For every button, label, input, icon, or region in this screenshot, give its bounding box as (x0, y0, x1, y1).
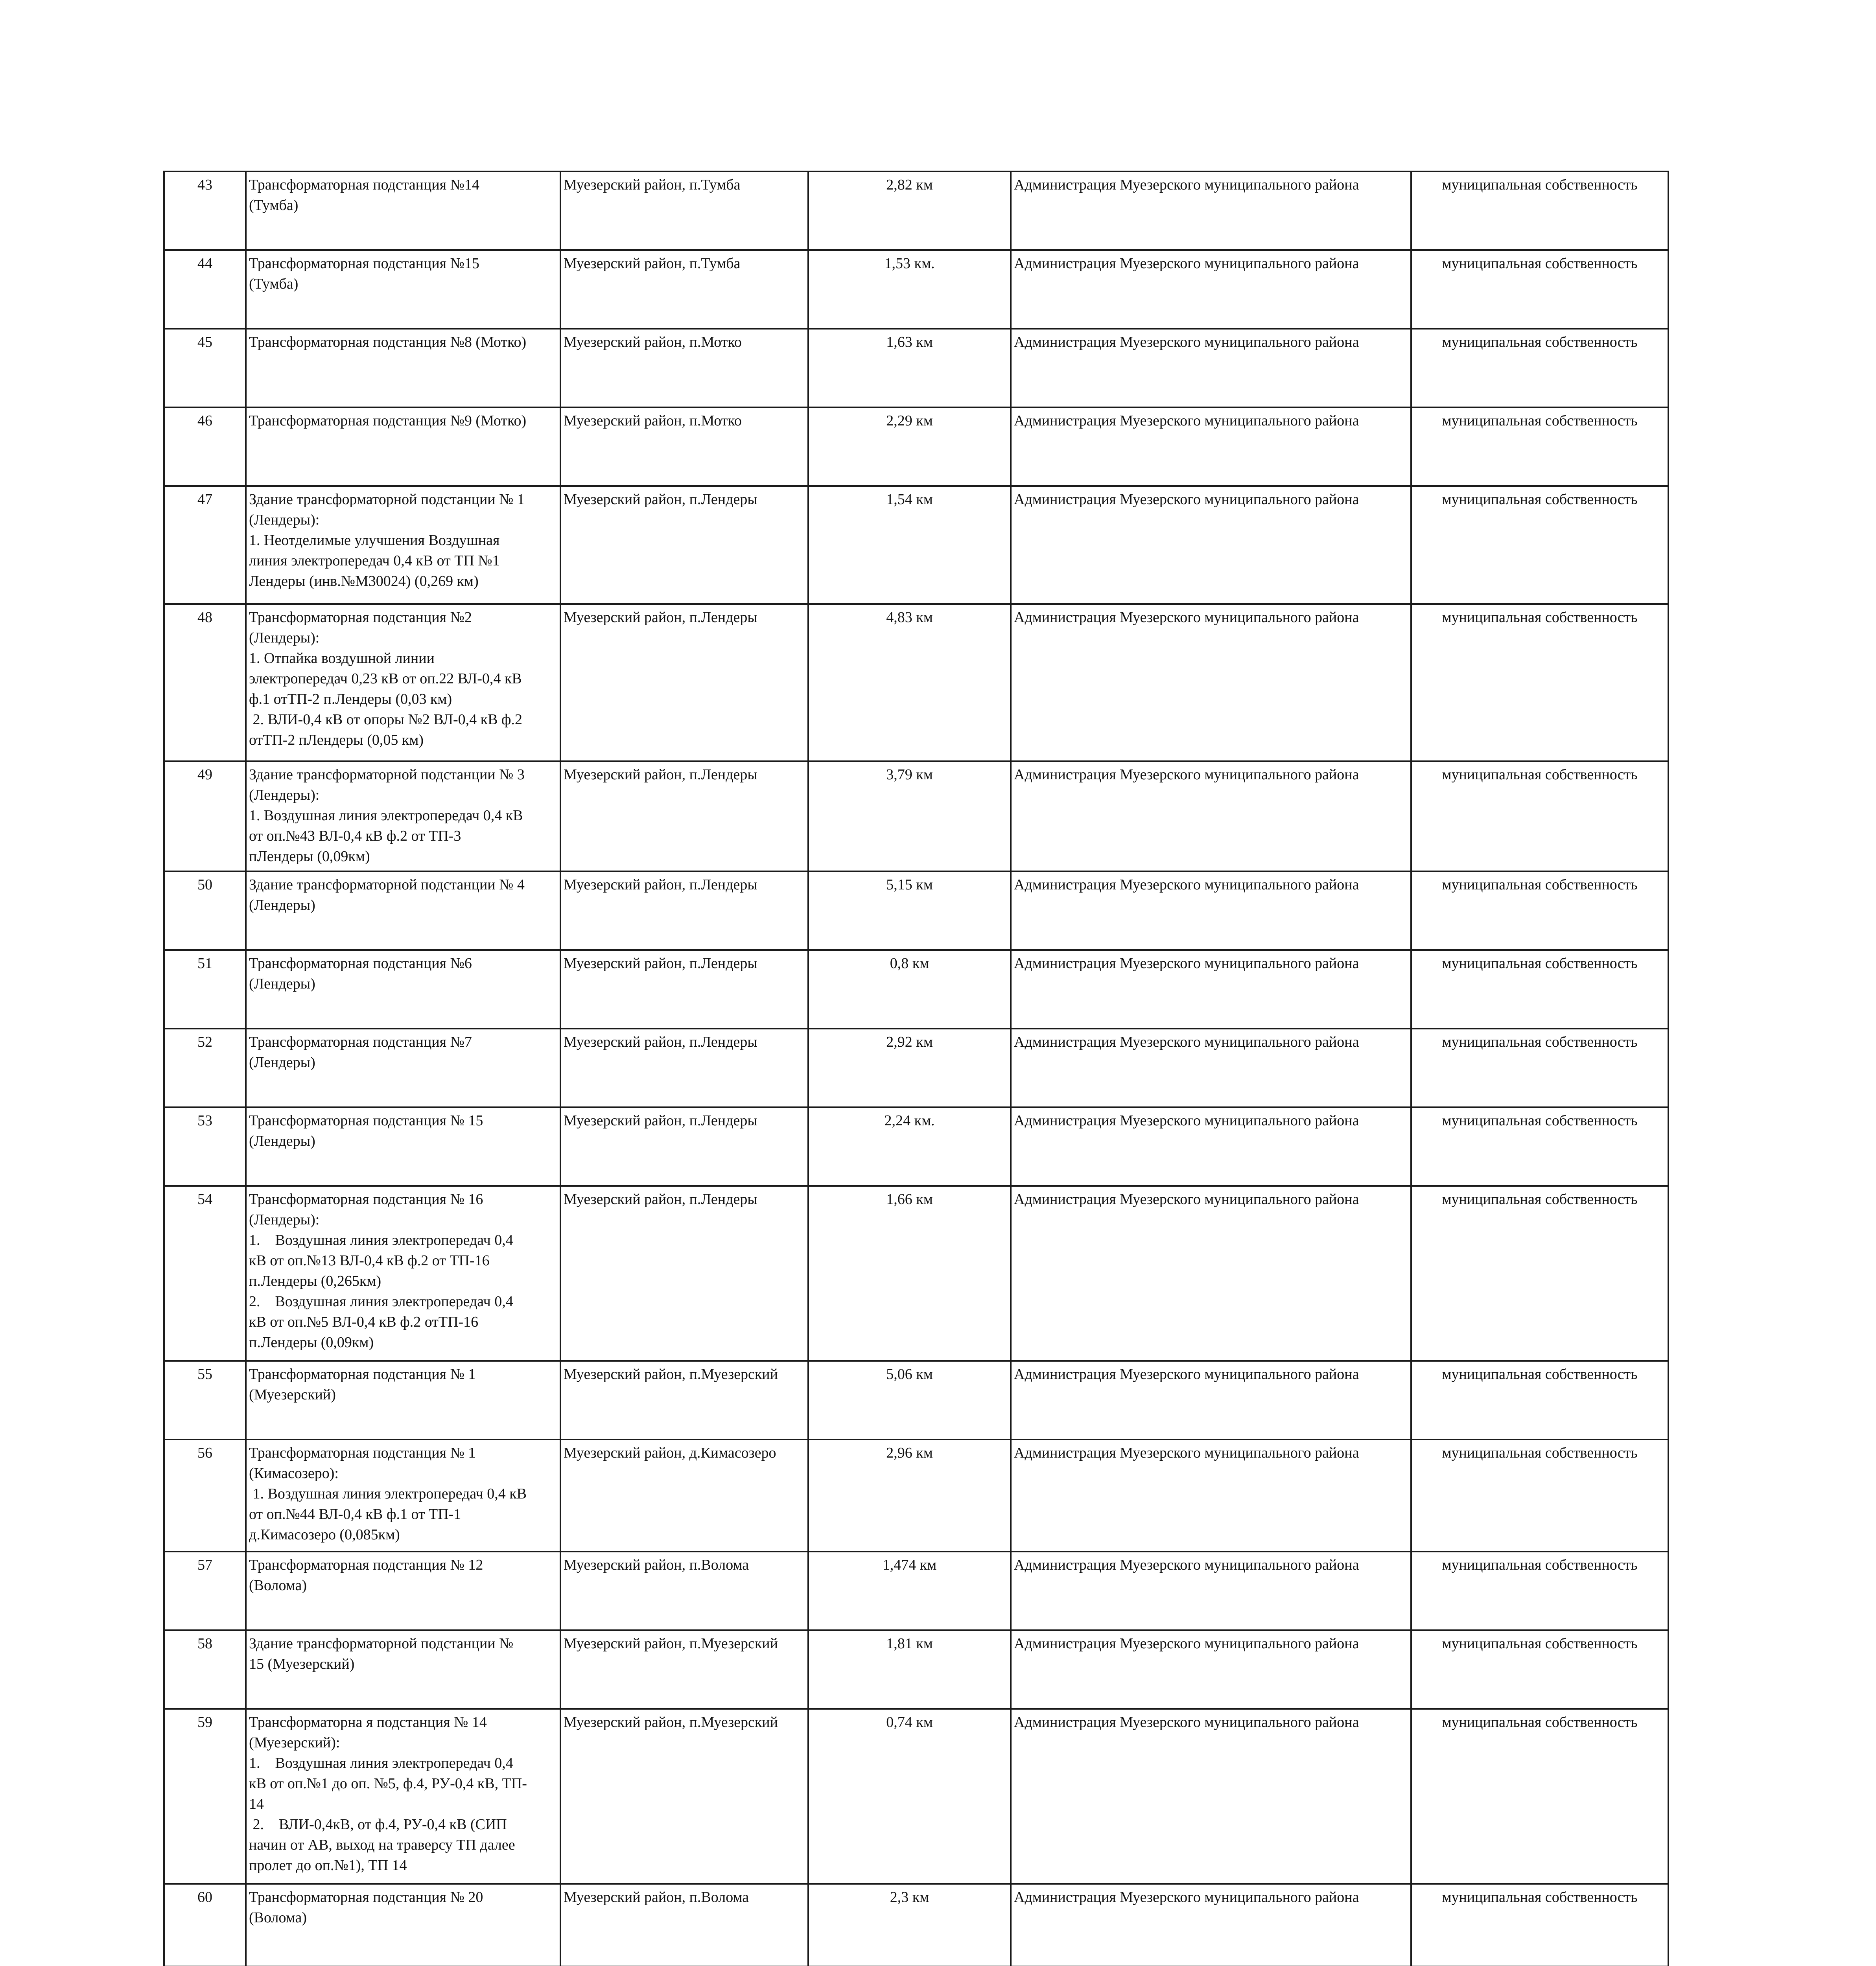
object-name-line: Трансформаторная подстанция № 20 (249, 1889, 483, 1905)
location-cell (560, 950, 808, 1029)
holder-cell (1011, 604, 1411, 761)
object-name-line: (Волома) (249, 1577, 307, 1594)
table-row (164, 250, 1668, 329)
holder-line: Администрация Муезерского муниципального района (1014, 766, 1359, 783)
length-value: 2,96 км (886, 1445, 933, 1461)
object-name-line: отТП-2 пЛендеры (0,05 км) (249, 732, 424, 748)
ownership-value: муниципальная собственность (1442, 876, 1638, 893)
holder-cell (1011, 1709, 1411, 1884)
location-cell (560, 1186, 808, 1361)
object-name-line: Трансформаторная подстанция №7 (249, 1034, 472, 1050)
holder-line: Администрация Муезерского муниципального района (1014, 1191, 1359, 1208)
row-number: 48 (197, 609, 212, 626)
length-cell (808, 1709, 1011, 1884)
table-row (164, 1186, 1668, 1361)
length-value: 1,81 км (886, 1635, 933, 1652)
length-value: 3,79 км (886, 766, 933, 783)
object-name-line: Трансформаторная подстанция № 12 (249, 1557, 483, 1573)
length-value: 2,3 км (890, 1889, 929, 1905)
object-name-cell (246, 761, 560, 871)
length-cell (808, 761, 1011, 871)
location-cell (560, 1107, 808, 1186)
object-name-line: Трансформаторна я подстанция № 14 (249, 1714, 487, 1730)
object-name-line: (Лендеры): (249, 1211, 320, 1228)
ownership-value: муниципальная собственность (1442, 1034, 1638, 1050)
row-number: 53 (197, 1112, 212, 1129)
location-line: Муезерский район, п.Лендеры (564, 609, 757, 626)
object-name-line: Здание трансформаторной подстанции № (249, 1635, 514, 1652)
length-value: 1,63 км (886, 334, 933, 350)
object-name-line: 1. Отпайка воздушной линии (249, 650, 435, 666)
object-name-line: кВ от оп.№5 ВЛ-0,4 кВ ф.2 отТП-16 (249, 1314, 479, 1330)
table-row (164, 1884, 1668, 1966)
object-name-cell (246, 1552, 560, 1630)
row-number: 58 (197, 1635, 212, 1652)
holder-line: Администрация Муезерского муниципального района (1014, 1635, 1359, 1652)
object-name-cell (246, 1884, 560, 1966)
holder-line: Администрация Муезерского муниципального района (1014, 1366, 1359, 1382)
holder-line: Администрация Муезерского муниципального района (1014, 412, 1359, 429)
location-cell (560, 250, 808, 329)
object-name-line: Трансформаторная подстанция №14 (249, 177, 479, 193)
holder-line: Администрация Муезерского муниципального района (1014, 1034, 1359, 1050)
holder-line: Администрация Муезерского муниципального района (1014, 1714, 1359, 1730)
object-name-cell (246, 604, 560, 761)
object-name-line: начин от АВ, выход на траверсу ТП далее (249, 1837, 515, 1853)
object-name-line: от оп.№44 ВЛ-0,4 кВ ф.1 от ТП-1 (249, 1506, 461, 1522)
object-name-line: п.Лендеры (0,09км) (249, 1334, 374, 1351)
object-name-line: 2. Воздушная линия электропередач 0,4 (249, 1293, 513, 1310)
object-name-line: 2. ВЛИ-0,4 кВ от опоры №2 ВЛ-0,4 кВ ф.2 (249, 711, 523, 728)
holder-cell (1011, 250, 1411, 329)
row-number-cell (164, 761, 246, 871)
holder-cell (1011, 171, 1411, 250)
ownership-cell (1411, 950, 1668, 1029)
length-cell (808, 1186, 1011, 1361)
table-row (164, 1029, 1668, 1107)
ownership-value: муниципальная собственность (1442, 1366, 1638, 1382)
property-register-table (163, 171, 1669, 1966)
location-line: Муезерский район, п.Тумба (564, 177, 741, 193)
row-number-cell (164, 950, 246, 1029)
location-line: Муезерский район, п.Лендеры (564, 1191, 757, 1208)
holder-line: Администрация Муезерского муниципального района (1014, 491, 1359, 508)
ownership-cell (1411, 407, 1668, 486)
ownership-value: муниципальная собственность (1442, 334, 1638, 350)
location-line: Муезерский район, п.Лендеры (564, 1112, 757, 1129)
row-number: 56 (197, 1445, 212, 1461)
object-name-cell (246, 1361, 560, 1440)
object-name-cell (246, 329, 560, 407)
holder-cell (1011, 486, 1411, 604)
ownership-cell (1411, 1029, 1668, 1107)
length-cell (808, 1107, 1011, 1186)
location-cell (560, 1709, 808, 1884)
table-row (164, 486, 1668, 604)
length-value: 2,92 км (886, 1034, 933, 1050)
row-number: 49 (197, 766, 212, 783)
row-number-cell (164, 1029, 246, 1107)
object-name-cell (246, 1107, 560, 1186)
row-number: 44 (197, 255, 212, 272)
row-number: 57 (197, 1557, 212, 1573)
holder-cell (1011, 871, 1411, 950)
ownership-cell (1411, 1709, 1668, 1884)
ownership-value: муниципальная собственность (1442, 955, 1638, 972)
object-name-line: Трансформаторная подстанция №9 (Мотко) (249, 412, 527, 429)
table-row (164, 1630, 1668, 1709)
object-name-line: (Лендеры): (249, 512, 320, 528)
ownership-cell (1411, 1361, 1668, 1440)
ownership-cell (1411, 871, 1668, 950)
holder-line: Администрация Муезерского муниципального района (1014, 1557, 1359, 1573)
object-name-line: (Тумба) (249, 197, 299, 214)
holder-cell (1011, 1552, 1411, 1630)
ownership-cell (1411, 1440, 1668, 1552)
length-value: 5,15 км (886, 876, 933, 893)
holder-line: Администрация Муезерского муниципального района (1014, 177, 1359, 193)
length-cell (808, 950, 1011, 1029)
object-name-cell (246, 250, 560, 329)
row-number: 46 (197, 412, 212, 429)
ownership-cell (1411, 171, 1668, 250)
location-line: Муезерский район, п.Мотко (564, 412, 742, 429)
holder-line: Администрация Муезерского муниципального района (1014, 955, 1359, 972)
ownership-cell (1411, 1107, 1668, 1186)
row-number: 59 (197, 1714, 212, 1730)
object-name-line: Трансформаторная подстанция №15 (249, 255, 479, 272)
row-number: 52 (197, 1034, 212, 1050)
holder-cell (1011, 1361, 1411, 1440)
location-cell (560, 329, 808, 407)
row-number-cell (164, 871, 246, 950)
length-cell (808, 250, 1011, 329)
holder-cell (1011, 1186, 1411, 1361)
ownership-value: муниципальная собственность (1442, 1557, 1638, 1573)
holder-cell (1011, 1630, 1411, 1709)
location-cell (560, 871, 808, 950)
length-value: 1,474 км (882, 1557, 937, 1573)
ownership-cell (1411, 604, 1668, 761)
object-name-line: Трансформаторная подстанция № 16 (249, 1191, 483, 1208)
row-number: 43 (197, 177, 212, 193)
object-name-cell (246, 1709, 560, 1884)
ownership-cell (1411, 1884, 1668, 1966)
object-name-cell (246, 1186, 560, 1361)
object-name-line: кВ от оп.№13 ВЛ-0,4 кВ ф.2 от ТП-16 (249, 1252, 490, 1269)
object-name-line: 1. Воздушная линия электропередач 0,4 (249, 1755, 513, 1771)
location-cell (560, 1630, 808, 1709)
ownership-value: муниципальная собственность (1442, 609, 1638, 626)
object-name-cell (246, 950, 560, 1029)
object-name-cell (246, 1630, 560, 1709)
table-row (164, 329, 1668, 407)
object-name-cell (246, 486, 560, 604)
location-line: Муезерский район, п.Волома (564, 1889, 749, 1905)
row-number: 55 (197, 1366, 212, 1382)
object-name-cell (246, 1440, 560, 1552)
row-number-cell (164, 329, 246, 407)
location-line: Муезерский район, д.Кимасозеро (564, 1445, 776, 1461)
length-value: 0,8 км (890, 955, 929, 972)
location-cell (560, 407, 808, 486)
location-cell (560, 1552, 808, 1630)
object-name-line: Трансформаторная подстанция №2 (249, 609, 472, 626)
object-name-line: от оп.№43 ВЛ-0,4 кВ ф.2 от ТП-3 (249, 828, 461, 844)
holder-cell (1011, 1029, 1411, 1107)
ownership-cell (1411, 329, 1668, 407)
object-name-line: (Лендеры): (249, 630, 320, 646)
object-name-line: 1. Воздушная линия электропередач 0,4 кВ (249, 807, 523, 824)
object-name-line: Лендеры (инв.№М30024) (0,269 км) (249, 573, 479, 589)
length-value: 2,24 км. (884, 1112, 935, 1129)
object-name-line: (Тумба) (249, 276, 299, 292)
table-row (164, 407, 1668, 486)
location-cell (560, 604, 808, 761)
row-number: 51 (197, 955, 212, 972)
ownership-cell (1411, 1186, 1668, 1361)
ownership-cell (1411, 761, 1668, 871)
holder-line: Администрация Муезерского муниципального района (1014, 255, 1359, 272)
location-cell (560, 1361, 808, 1440)
location-line: Муезерский район, п.Лендеры (564, 876, 757, 893)
row-number: 50 (197, 876, 212, 893)
row-number-cell (164, 1440, 246, 1552)
row-number-cell (164, 250, 246, 329)
length-cell (808, 1884, 1011, 1966)
row-number-cell (164, 407, 246, 486)
location-line: Муезерский район, п.Тумба (564, 255, 741, 272)
holder-cell (1011, 407, 1411, 486)
location-cell (560, 171, 808, 250)
object-name-line: п.Лендеры (0,265км) (249, 1273, 381, 1289)
holder-line: Администрация Муезерского муниципального района (1014, 334, 1359, 350)
length-value: 1,54 км (886, 491, 933, 508)
object-name-line: (Муезерский) (249, 1386, 336, 1403)
ownership-cell (1411, 486, 1668, 604)
length-value: 2,29 км (886, 412, 933, 429)
length-cell (808, 171, 1011, 250)
ownership-value: муниципальная собственность (1442, 491, 1638, 508)
table-row (164, 1107, 1668, 1186)
table-body (164, 171, 1668, 1966)
ownership-value: муниципальная собственность (1442, 766, 1638, 783)
object-name-line: Здание трансформаторной подстанции № 3 (249, 766, 525, 783)
holder-cell (1011, 950, 1411, 1029)
location-line: Муезерский район, п.Лендеры (564, 1034, 757, 1050)
length-cell (808, 1630, 1011, 1709)
object-name-line: пролет до оп.№1), ТП 14 (249, 1857, 407, 1874)
length-cell (808, 1440, 1011, 1552)
ownership-value: муниципальная собственность (1442, 412, 1638, 429)
length-cell (808, 1029, 1011, 1107)
row-number-cell (164, 486, 246, 604)
row-number: 47 (197, 491, 212, 508)
object-name-line: Трансформаторная подстанция №8 (Мотко) (249, 334, 527, 350)
length-cell (808, 1361, 1011, 1440)
length-value: 5,06 км (886, 1366, 933, 1382)
row-number-cell (164, 171, 246, 250)
ownership-value: муниципальная собственность (1442, 177, 1638, 193)
length-cell (808, 1552, 1011, 1630)
holder-line: Администрация Муезерского муниципального района (1014, 876, 1359, 893)
table-row (164, 871, 1668, 950)
length-cell (808, 486, 1011, 604)
row-number-cell (164, 1630, 246, 1709)
object-name-line: (Лендеры) (249, 1133, 315, 1149)
object-name-line: (Лендеры) (249, 976, 315, 992)
location-cell (560, 761, 808, 871)
object-name-line: 1. Воздушная линия электропередач 0,4 кВ (249, 1486, 527, 1502)
row-number-cell (164, 1552, 246, 1630)
ownership-value: муниципальная собственность (1442, 1445, 1638, 1461)
row-number: 60 (197, 1889, 212, 1905)
object-name-line: кВ от оп.№1 до оп. №5, ф.4, РУ-0,4 кВ, ТП- (249, 1775, 527, 1792)
object-name-cell (246, 407, 560, 486)
row-number-cell (164, 604, 246, 761)
object-name-cell (246, 171, 560, 250)
holder-cell (1011, 1884, 1411, 1966)
object-name-line: (Волома) (249, 1909, 307, 1926)
length-value: 0,74 км (886, 1714, 933, 1730)
ownership-value: муниципальная собственность (1442, 1714, 1638, 1730)
row-number-cell (164, 1884, 246, 1966)
location-cell (560, 1440, 808, 1552)
object-name-line: (Муезерский): (249, 1734, 340, 1751)
table-row (164, 1440, 1668, 1552)
ownership-cell (1411, 1552, 1668, 1630)
location-cell (560, 486, 808, 604)
holder-cell (1011, 329, 1411, 407)
ownership-value: муниципальная собственность (1442, 1191, 1638, 1208)
object-name-line: 1. Воздушная линия электропередач 0,4 (249, 1232, 513, 1248)
object-name-line: 15 (Муезерский) (249, 1656, 355, 1672)
table-row (164, 761, 1668, 871)
object-name-line: ф.1 отТП-2 п.Лендеры (0,03 км) (249, 691, 452, 707)
row-number: 45 (197, 334, 212, 350)
table-row (164, 1709, 1668, 1884)
holder-line: Администрация Муезерского муниципального района (1014, 1112, 1359, 1129)
row-number: 54 (197, 1191, 212, 1208)
location-line: Муезерский район, п.Мотко (564, 334, 742, 350)
object-name-line: 2. ВЛИ-0,4кВ, от ф.4, РУ-0,4 кВ (СИП (249, 1816, 507, 1833)
holder-cell (1011, 1440, 1411, 1552)
object-name-line: (Лендеры): (249, 787, 320, 803)
location-cell (560, 1884, 808, 1966)
object-name-line: (Лендеры) (249, 897, 315, 913)
row-number-cell (164, 1107, 246, 1186)
holder-cell (1011, 761, 1411, 871)
object-name-cell (246, 871, 560, 950)
length-value: 1,53 км. (884, 255, 935, 272)
ownership-cell (1411, 1630, 1668, 1709)
object-name-line: линия электропередач 0,4 кВ от ТП №1 (249, 552, 500, 569)
length-value: 1,66 км (886, 1191, 933, 1208)
holder-line: Администрация Муезерского муниципального района (1014, 609, 1359, 626)
object-name-line: Трансформаторная подстанция № 1 (249, 1366, 476, 1382)
location-line: Муезерский район, п.Лендеры (564, 955, 757, 972)
location-cell (560, 1029, 808, 1107)
table-row (164, 604, 1668, 761)
holder-cell (1011, 1107, 1411, 1186)
object-name-line: Здание трансформаторной подстанции № 1 (249, 491, 525, 508)
row-number-cell (164, 1186, 246, 1361)
row-number-cell (164, 1361, 246, 1440)
ownership-value: муниципальная собственность (1442, 1889, 1638, 1905)
table-row (164, 1552, 1668, 1630)
object-name-line: д.Кимасозеро (0,085км) (249, 1526, 400, 1543)
object-name-line: (Лендеры) (249, 1054, 315, 1071)
holder-line: Администрация Муезерского муниципального района (1014, 1889, 1359, 1905)
ownership-value: муниципальная собственность (1442, 255, 1638, 272)
object-name-cell (246, 1029, 560, 1107)
table-row (164, 950, 1668, 1029)
ownership-value: муниципальная собственность (1442, 1112, 1638, 1129)
location-line: Муезерский район, п.Волома (564, 1557, 749, 1573)
length-cell (808, 604, 1011, 761)
row-number-cell (164, 1709, 246, 1884)
object-name-line: Трансформаторная подстанция № 15 (249, 1112, 483, 1129)
object-name-line: Здание трансформаторной подстанции № 4 (249, 876, 525, 893)
location-line: Муезерский район, п.Лендеры (564, 766, 757, 783)
location-line: Муезерский район, п.Муезерский (564, 1714, 778, 1730)
length-cell (808, 407, 1011, 486)
object-name-line: 1. Неотделимые улучшения Воздушная (249, 532, 500, 549)
length-value: 4,83 км (886, 609, 933, 626)
location-line: Муезерский район, п.Лендеры (564, 491, 757, 508)
object-name-line: 14 (249, 1796, 264, 1812)
object-name-line: Трансформаторная подстанция № 1 (249, 1445, 476, 1461)
object-name-line: (Кимасозеро): (249, 1465, 339, 1482)
length-cell (808, 329, 1011, 407)
length-cell (808, 871, 1011, 950)
location-line: Муезерский район, п.Муезерский (564, 1635, 778, 1652)
table-row (164, 1361, 1668, 1440)
object-name-line: электропередач 0,23 кВ от оп.22 ВЛ-0,4 кВ (249, 670, 522, 687)
table-row (164, 171, 1668, 250)
location-line: Муезерский район, п.Муезерский (564, 1366, 778, 1382)
length-value: 2,82 км (886, 177, 933, 193)
holder-line: Администрация Муезерского муниципального района (1014, 1445, 1359, 1461)
object-name-line: Трансформаторная подстанция №6 (249, 955, 472, 972)
ownership-value: муниципальная собственность (1442, 1635, 1638, 1652)
ownership-cell (1411, 250, 1668, 329)
object-name-line: пЛендеры (0,09км) (249, 848, 370, 865)
